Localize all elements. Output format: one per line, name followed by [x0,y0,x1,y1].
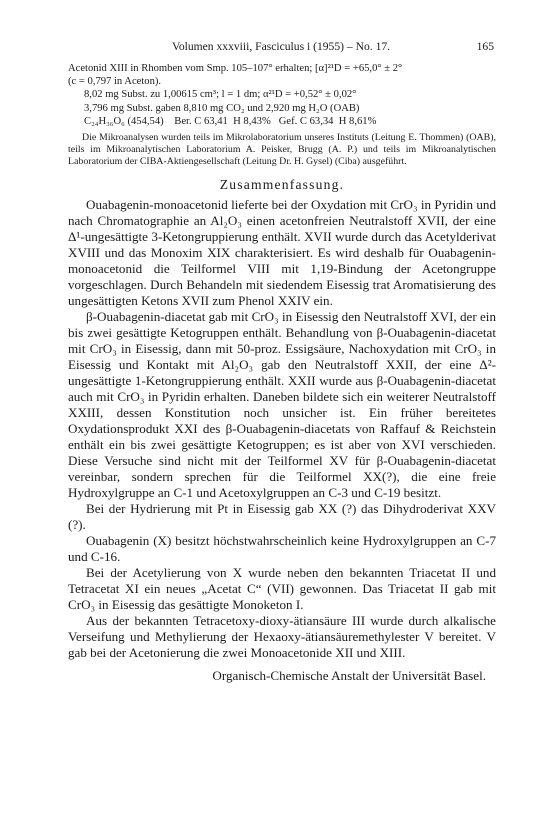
page-content [68,62,496,684]
summary-paragraph-4: Ouabagenin (X) besitzt höchstwahrscheinlich keine Hydroxylgruppen an C-7 und C-16. [68,532,496,564]
section-title: Zusammenfassung. [219,176,345,192]
footnote-microanalysis: Die Mikroanalysen wurden teils im Mikrolaboratorium unseres Instituts (Leitung E. Thommen) (OAB), teils im Mikroanalytischen Laboratorium A. Peisker, Brugg (A. P.) und teils im Mikroanalytischen Laboratorium der CIBA-Aktiengesellschaft (Leitung Dr. H. Gysel) (Ciba) ausgeführt. [68,131,496,168]
summary-paragraph-1: Ouabagenin-monoacetonid lieferte bei der Oxydation mit CrO₃ in Pyridin und nach Chromatographie an Al₂O₃ einen acetonfreien Neutralstoff XVII, der eine Δ¹-ungesättigte 3-Ketongruppierung enthält. XVII wurde durch das Acetylderivat XVIII und das Monoxim XIX charakterisiert. Es wird deshalb für Ouabagenin-monoacetonid die Teilformel VIII mit 1,19-Bindung der Acetongruppe vorgeschlagen. Durch Behandeln mit siedendem Eisessig trat Aromatisierung des ungesättigten Ketons XVII zum Phenol XXIV ein. [68,196,496,308]
measurement-rotation: 8,02 mg Subst. zu 1,00615 cm³; l = 1 dm; α²¹D = +0,52° ± 0,02° [84,89,357,101]
page-number: 165 [476,40,494,53]
running-title: Volumen xxxviii, Fasciculus i (1955) – No. 17. [171,40,391,53]
intro-line-2: (c = 0,797 in Aceton). [68,76,162,88]
measurement-formula: C₂₄H₃₆O₆ (454,54) Ber. C 63,41 H 8,43% Gef. C 63,34 H 8,61% [84,116,377,128]
page-header [68,40,494,56]
summary-paragraph-2: β-Ouabagenin-diacetat gab mit CrO₃ in Eisessig den Neutralstoff XVI, der ein bis zwei gesättigte Ketogruppen enthält. Behandlung von β-Ouabagenin-diacetat mit CrO₃ in Eisessig, dann mit 50-proz. Essigsäure, Nachoxydation mit CrO₃ in Eisessig und Kontakt mit Al₂O₃ gab den Neutralstoff XXII, der eine Δ²-ungesättigte 1-Ketongruppierung enthält. XXII wurde aus β-Ouabagenin-diacetat auch mit CrO₃ in Pyridin erhalten. Daneben bildete sich ein weiterer Neutralstoff XXIII, dessen Konstitution noch unsicher ist. Ein früher bereitetes Oxydationsprodukt XXI des β-Ouabagenin-diacetats von Raffauf & Reichstein enthält ein bis zwei gesättigte Ketogruppen; es ist aber von XVI verschieden. Diese Versuche sind nicht mit der Teilformel XV für β-Ouabagenin-diacetat vereinbar, sondern sprechen für die Teilformel XX(?), die eine freie Hydroxylgruppe an C-1 und Acetoxylgruppen an C-3 und C-19 besitzt. [68,308,496,500]
intro-line-1: Acetonid XIII in Rhomben vom Smp. 105–107° erhalten; [α]²¹D = +65,0° ± 2° [68,63,403,74]
summary-paragraph-5: Bei der Acetylierung von X wurde neben den bekannten Triacetat II und Tetracetat XI ein neues „Acetat C“ (VII) gewonnen. Das Triacetat II gab mit CrO₃ in Eisessig das gesättigte Monoketon I. [68,564,496,612]
institution-signature: Organisch-Chemische Anstalt der Universität Basel. [212,667,486,683]
measurement-combustion: 3,796 mg Subst. gaben 8,810 mg CO₂ und 2,920 mg H₂O (OAB) [84,102,360,114]
measurement-block [68,88,496,128]
summary-paragraph-3: Bei der Hydrierung mit Pt in Eisessig gab XX (?) das Dihydroderivat XXV (?). [68,500,496,532]
summary-body [68,197,496,661]
summary-paragraph-6: Aus der bekannten Tetracetoxy-dioxy-ätiansäure III wurde durch alkalische Verseifung und Methylierung der Hexaoxy-ätiansäuremethylester V bereitet. V gab bei der Acetonierung die zwei Monoacetonide XII und XIII. [68,612,496,660]
